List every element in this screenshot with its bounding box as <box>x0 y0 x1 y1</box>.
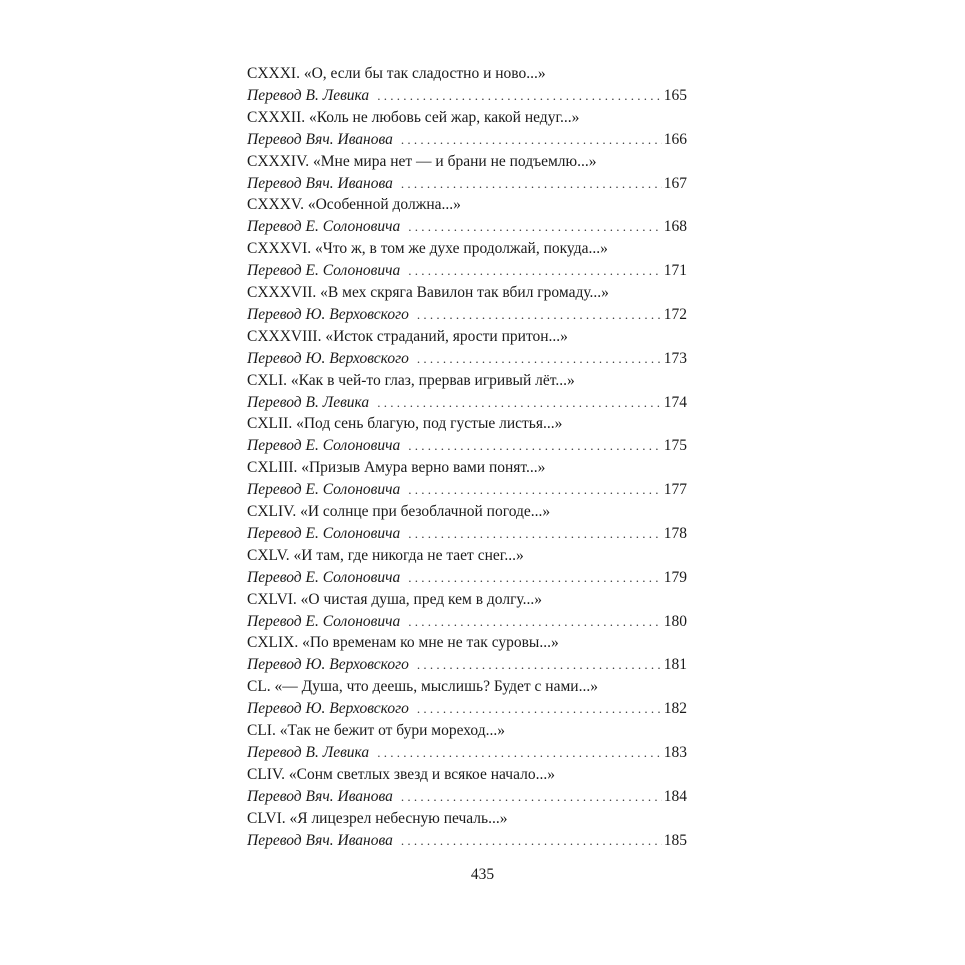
toc-entry <box>247 457 687 501</box>
entry-translation-line <box>247 304 687 326</box>
toc-entry <box>247 326 687 370</box>
entry-title: CXLVI. «О чистая душа, пред кем в долгу...» <box>247 590 542 608</box>
entry-page-number: 177 <box>663 481 687 499</box>
entry-title: CXXXVIII. «Исток страданий, ярости притон...» <box>247 327 568 345</box>
entry-translation-line <box>247 173 687 195</box>
entry-translator: Перевод Е. Солоновича <box>247 218 401 236</box>
entry-translator: Перевод В. Левика <box>247 393 370 411</box>
entry-translation-line <box>247 654 687 676</box>
entry-translator: Перевод Ю. Верховского <box>247 656 409 674</box>
dot-leader <box>401 830 662 852</box>
dot-leader <box>417 304 662 326</box>
entry-translator: Перевод Ю. Верховского <box>247 349 409 367</box>
entry-page-number: 165 <box>663 87 687 104</box>
dot-leader <box>401 173 662 195</box>
dot-leader <box>408 567 661 589</box>
entry-page-number: 174 <box>663 393 687 411</box>
entry-translator: Перевод Е. Солоновича <box>247 612 401 630</box>
dot-leader <box>417 698 662 720</box>
entry-title: CLIV. «Сонм светлых звезд и всякое начало...» <box>247 765 555 783</box>
toc-entry <box>247 676 687 720</box>
entry-translation-line <box>247 567 687 589</box>
entry-translation-line <box>247 742 687 764</box>
dot-leader <box>377 742 662 764</box>
entry-translator: Перевод Е. Солоновича <box>247 262 401 280</box>
dot-leader <box>408 216 661 238</box>
entry-translator: Перевод Вяч. Иванова <box>247 174 393 192</box>
toc-entry <box>247 545 687 589</box>
page-folio: 435 <box>470 866 495 883</box>
entry-translation-line <box>247 392 687 414</box>
entry-page-number: 172 <box>663 305 687 323</box>
entry-translation-line <box>247 479 687 501</box>
entry-translator: Перевод Ю. Верховского <box>247 305 409 323</box>
toc-entry <box>247 107 687 151</box>
dot-leader <box>408 611 661 633</box>
toc-entry <box>247 764 687 808</box>
entry-translator: Перевод Вяч. Иванова <box>247 831 393 849</box>
dot-leader <box>408 479 661 501</box>
toc-entry <box>247 370 687 414</box>
entry-translation-line <box>247 830 687 852</box>
entry-translation-line <box>247 698 687 720</box>
dot-leader <box>401 786 662 808</box>
toc-entry <box>247 282 687 326</box>
table-of-contents <box>247 63 687 851</box>
entry-title: CXXXVI. «Что ж, в том же духе продолжай, покуда...» <box>247 240 608 258</box>
entry-page-number: 178 <box>663 524 687 542</box>
entry-translation-line <box>247 85 687 107</box>
entry-page-number: 180 <box>663 612 687 630</box>
entry-title: CLVI. «Я лицезрел небесную печаль...» <box>247 809 508 827</box>
toc-entry <box>247 151 687 195</box>
entry-title: CXXXII. «Коль не любовь сей жар, какой недуг...» <box>247 108 580 126</box>
entry-page-number: 175 <box>663 437 687 455</box>
entry-page-number: 167 <box>663 174 687 192</box>
entry-translation-line <box>247 348 687 370</box>
toc-entry <box>247 589 687 633</box>
entry-translator: Перевод Вяч. Иванова <box>247 130 393 148</box>
entry-translator: Перевод Е. Солоновича <box>247 437 401 455</box>
entry-translator: Перевод Вяч. Иванова <box>247 787 393 805</box>
entry-translator: Перевод В. Левика <box>247 87 370 104</box>
dot-leader <box>408 260 661 282</box>
dot-leader <box>408 523 661 545</box>
entry-translator: Перевод Е. Солоновича <box>247 524 401 542</box>
entry-translator: Перевод Е. Солоновича <box>247 568 401 586</box>
entry-title: CXXXIV. «Мне мира нет — и брани не подъемлю...» <box>247 152 597 170</box>
entry-page-number: 184 <box>663 787 687 805</box>
entry-page-number: 171 <box>663 262 687 280</box>
entry-translation-line <box>247 611 687 633</box>
entry-translator: Перевод Е. Солоновича <box>247 481 401 499</box>
entry-title: CXXXI. «О, если бы так сладостно и ново...» <box>247 65 546 82</box>
entry-title: CXLIX. «По временам ко мне не так суровы...» <box>247 634 559 652</box>
dot-leader <box>417 348 662 370</box>
toc-entry <box>247 63 687 107</box>
entry-title: CXLI. «Как в чей-то глаз, прервав игривый лёт...» <box>247 371 575 389</box>
entry-page-number: 182 <box>663 700 687 718</box>
toc-entry <box>247 808 687 852</box>
dot-leader <box>417 654 662 676</box>
entry-translation-line <box>247 435 687 457</box>
entry-title: CXLIII. «Призыв Амура верно вами понят...» <box>247 459 546 477</box>
entry-page-number: 179 <box>663 568 687 586</box>
entry-page-number: 185 <box>663 831 687 849</box>
toc-entry <box>247 501 687 545</box>
entry-page-number: 183 <box>663 743 687 761</box>
entry-page-number: 173 <box>663 349 687 367</box>
entry-title: CXXXV. «Особенной должна...» <box>247 196 461 214</box>
entry-title: CXLV. «И там, где никогда не тает снег...» <box>247 546 524 564</box>
entry-page-number: 166 <box>663 130 687 148</box>
entry-translation-line <box>247 523 687 545</box>
toc-entry <box>247 720 687 764</box>
entry-translation-line <box>247 260 687 282</box>
entry-page-number: 168 <box>663 218 687 236</box>
entry-translation-line <box>247 786 687 808</box>
entry-translation-line <box>247 216 687 238</box>
entry-title: CLI. «Так не бежит от бури мореход...» <box>247 721 505 739</box>
dot-leader <box>408 435 661 457</box>
dot-leader <box>377 392 662 414</box>
dot-leader <box>401 129 662 151</box>
entry-title: CXLII. «Под сень благую, под густые листья...» <box>247 415 563 433</box>
entry-page-number: 181 <box>663 656 687 674</box>
entry-title: CXXXVII. «В мех скряга Вавилон так вбил громаду...» <box>247 283 609 301</box>
entry-translator: Перевод Ю. Верховского <box>247 700 409 718</box>
toc-entry <box>247 413 687 457</box>
toc-entry <box>247 238 687 282</box>
entry-translation-line <box>247 129 687 151</box>
entry-title: CXLIV. «И солнце при безоблачной погоде...» <box>247 502 551 520</box>
entry-translator: Перевод В. Левика <box>247 743 370 761</box>
toc-entry <box>247 632 687 676</box>
entry-title: CL. «— Душа, что деешь, мыслишь? Будет с нами...» <box>247 678 598 696</box>
toc-entry <box>247 194 687 238</box>
dot-leader <box>377 85 662 107</box>
